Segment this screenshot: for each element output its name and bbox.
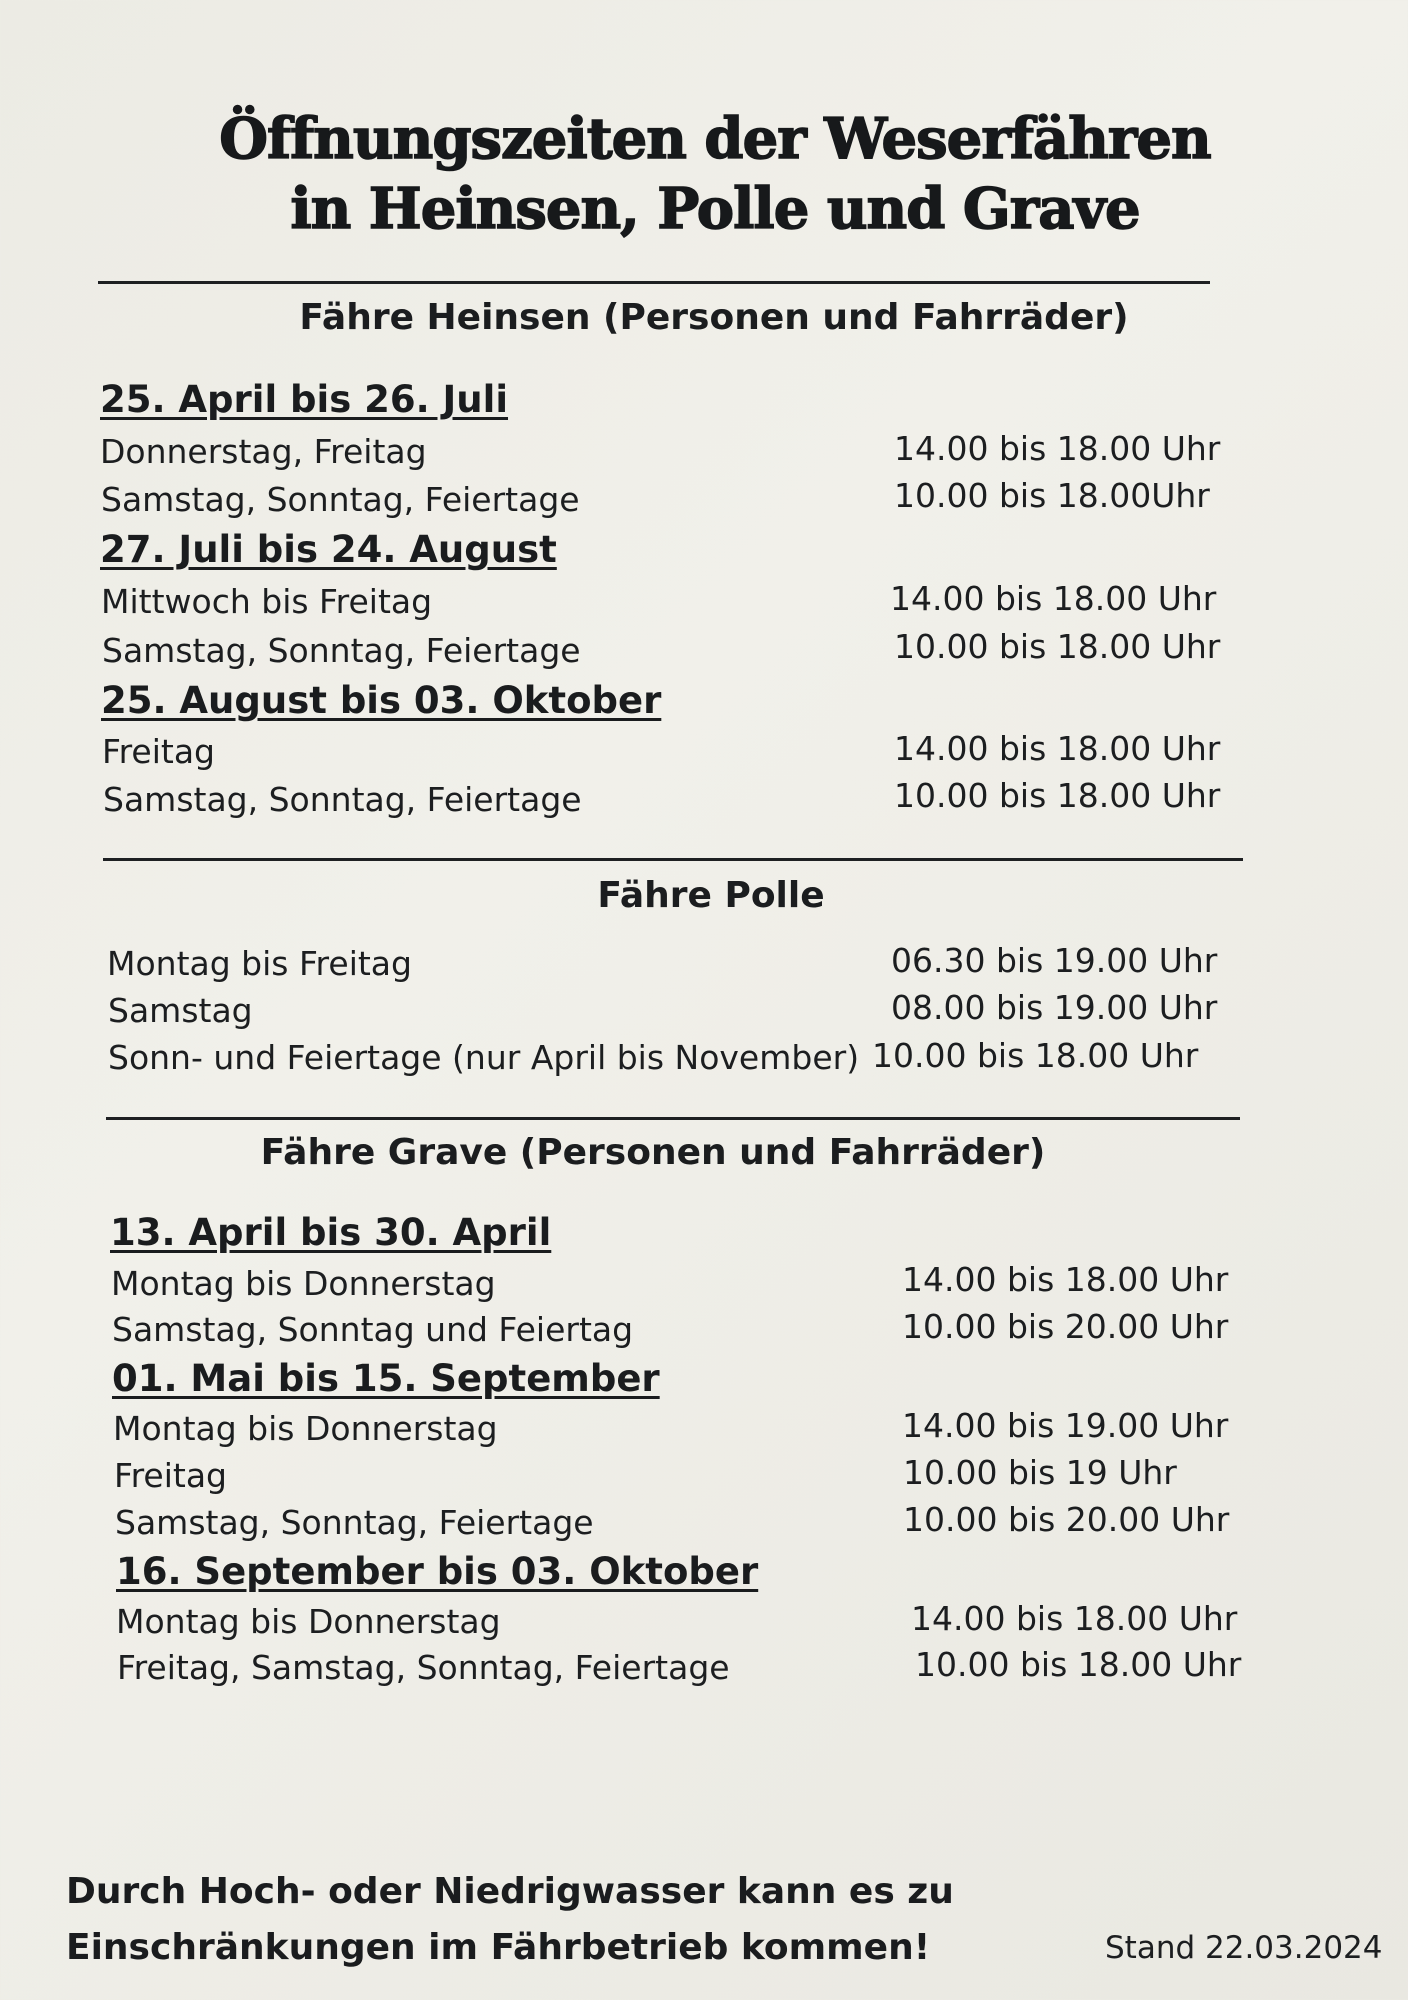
time-value: 06.30 bis 19.00 Uhr: [891, 941, 1218, 980]
time-value: 08.00 bis 19.00 Uhr: [891, 988, 1218, 1027]
time-value: 14.00 bis 18.00 Uhr: [894, 729, 1221, 768]
time-value: 14.00 bis 18.00 Uhr: [911, 1599, 1238, 1638]
day-label: Montag bis Donnerstag: [116, 1602, 501, 1641]
day-label: Samstag, Sonntag, Feiertage: [102, 631, 581, 670]
time-value: 10.00 bis 18.00Uhr: [894, 476, 1210, 515]
divider: [98, 281, 1210, 284]
divider: [106, 1117, 1240, 1120]
day-label: Freitag, Samstag, Sonntag, Feiertage: [117, 1648, 730, 1687]
divider: [103, 858, 1243, 861]
notice-line-1: Durch Hoch- oder Niedrigwasser kann es zu: [66, 1871, 954, 1912]
time-value: 14.00 bis 18.00 Uhr: [902, 1260, 1229, 1299]
day-label: Montag bis Donnerstag: [113, 1409, 498, 1448]
day-label: Mittwoch bis Freitag: [101, 582, 433, 621]
day-label: Samstag, Sonntag, Feiertage: [103, 780, 582, 819]
time-value: 10.00 bis 19 Uhr: [903, 1453, 1177, 1492]
day-label: Samstag: [108, 991, 253, 1030]
period-heading: 16. September bis 03. Oktober: [116, 1550, 759, 1593]
time-value: 10.00 bis 20.00 Uhr: [903, 1500, 1230, 1539]
period-heading: 27. Juli bis 24. August: [100, 528, 557, 571]
document-title-line-2: in Heinsen, Polle und Grave: [290, 176, 1140, 242]
notice-line-2: Einschränkungen im Fährbetrieb kommen!: [66, 1927, 931, 1968]
time-value: 10.00 bis 18.00 Uhr: [894, 627, 1221, 666]
time-value: 10.00 bis 18.00 Uhr: [915, 1645, 1242, 1684]
period-heading: 13. April bis 30. April: [110, 1211, 552, 1254]
period-heading: 01. Mai bis 15. September: [112, 1357, 660, 1400]
document-title-line-1: Öffnungszeiten der Weserfähren: [219, 106, 1211, 172]
day-label: Samstag, Sonntag und Feiertag: [112, 1310, 634, 1349]
day-label: Freitag: [102, 732, 216, 771]
day-label: Donnerstag, Freitag: [100, 432, 427, 471]
time-value: 14.00 bis 18.00 Uhr: [890, 579, 1217, 618]
day-label: Montag bis Freitag: [107, 944, 412, 983]
day-label: Samstag, Sonntag, Feiertage: [101, 480, 580, 519]
day-label: Sonn- und Feiertage (nur April bis November): [108, 1038, 860, 1077]
time-value: 14.00 bis 19.00 Uhr: [902, 1406, 1229, 1445]
section-title-heinsen: Fähre Heinsen (Personen und Fahrräder): [299, 297, 1129, 338]
period-heading: 25. August bis 03. Oktober: [101, 679, 662, 722]
time-value: 10.00 bis 20.00 Uhr: [902, 1307, 1229, 1346]
stand-date: Stand 22.03.2024: [1105, 1930, 1383, 1966]
day-label: Samstag, Sonntag, Feiertage: [115, 1503, 594, 1542]
day-label: Freitag: [114, 1456, 228, 1495]
time-value: 10.00 bis 18.00 Uhr: [894, 776, 1221, 815]
day-label: Montag bis Donnerstag: [111, 1264, 496, 1303]
time-value: 14.00 bis 18.00 Uhr: [894, 429, 1221, 468]
time-value: 10.00 bis 18.00 Uhr: [872, 1036, 1199, 1075]
period-heading: 25. April bis 26. Juli: [100, 378, 509, 421]
section-title-polle: Fähre Polle: [597, 875, 825, 916]
section-title-grave: Fähre Grave (Personen und Fahrräder): [260, 1132, 1046, 1173]
